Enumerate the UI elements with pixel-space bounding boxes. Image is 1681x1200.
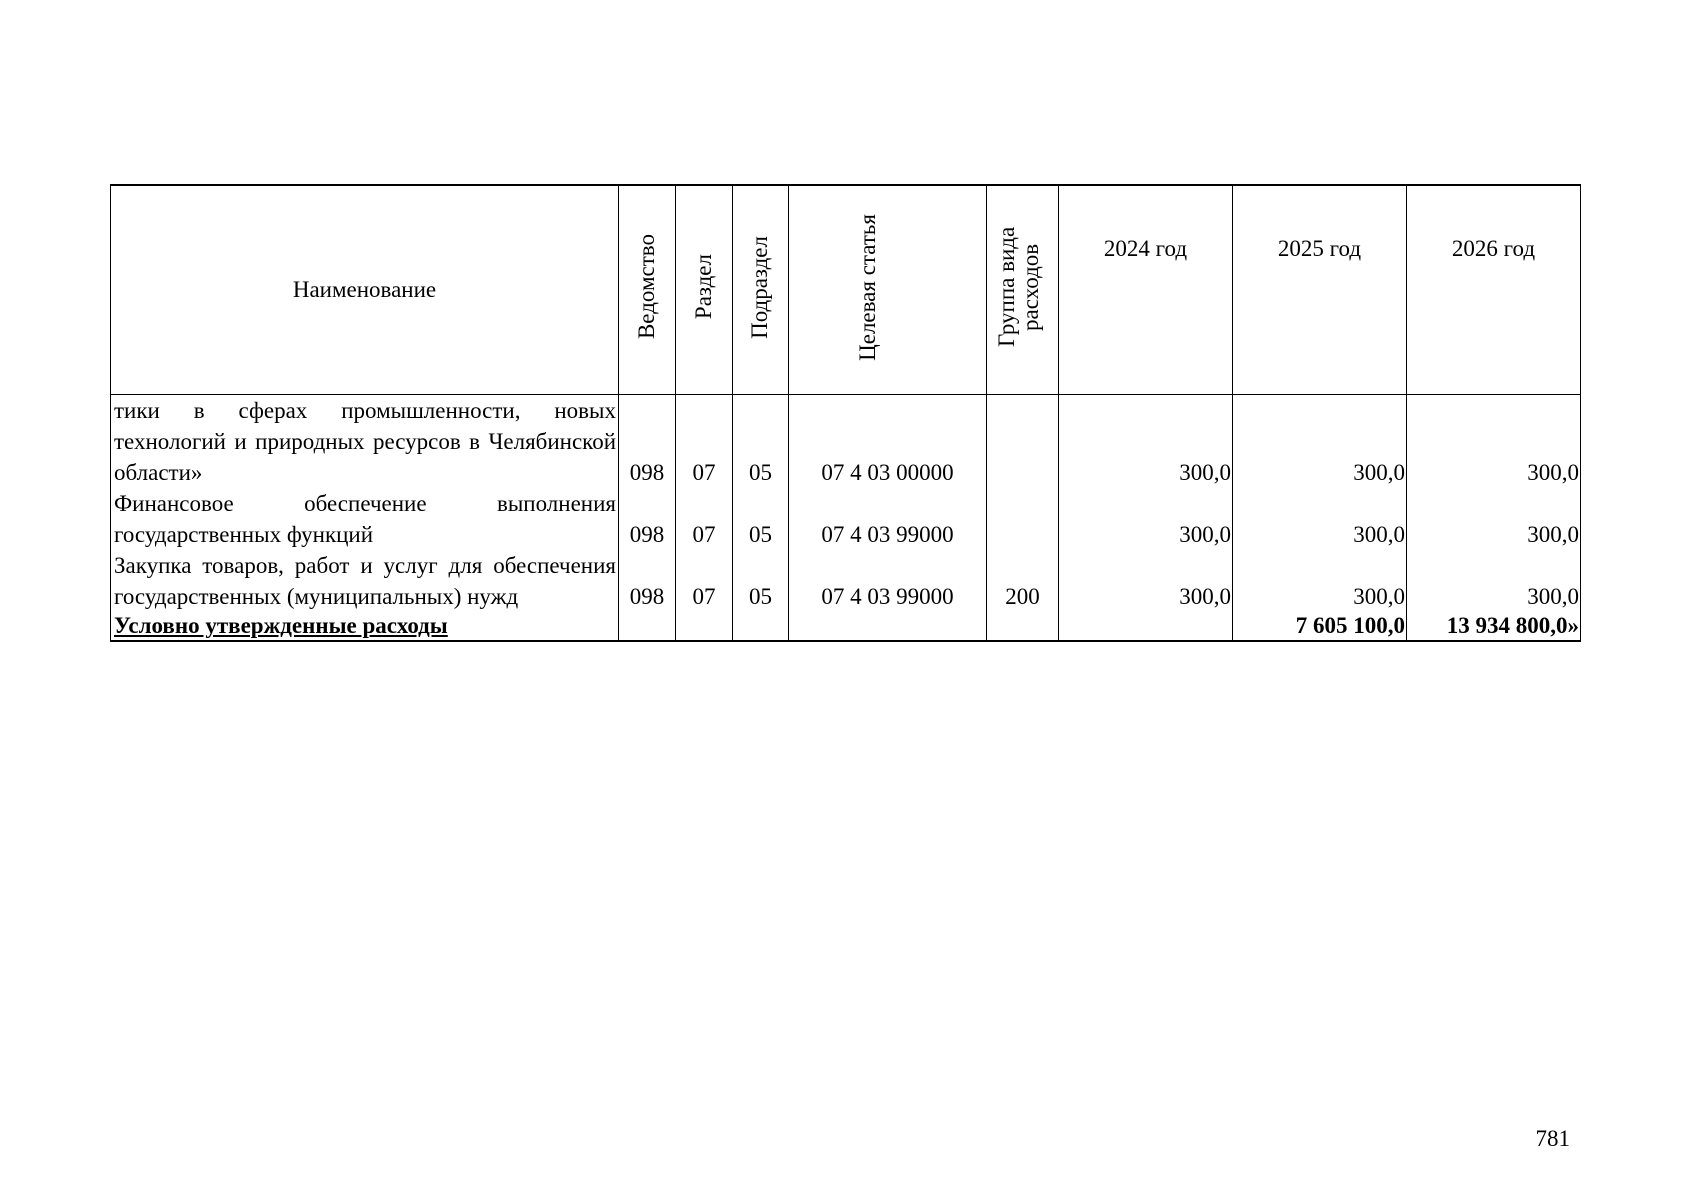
total-target-article	[789, 612, 987, 641]
header-target-article	[789, 185, 987, 395]
row-department: 098	[619, 550, 676, 612]
header-department-text: Ведомство	[633, 234, 659, 340]
row-name: тики в сферах промышленности, новых технологий и природных ресурсов в Челябинской области»	[111, 395, 619, 489]
row-subsection: 05	[733, 395, 789, 489]
row-section: 07	[676, 488, 733, 550]
header-year-2026: 2026 год	[1407, 185, 1581, 395]
total-2026: 13 934 800,0»	[1407, 612, 1581, 641]
row-2026: 300,0	[1407, 550, 1581, 612]
table-row	[111, 550, 1581, 612]
table-row	[111, 395, 1581, 489]
row-2024: 300,0	[1059, 550, 1233, 612]
header-name: Наименование	[111, 185, 619, 395]
total-section	[676, 612, 733, 641]
header-department	[619, 185, 676, 395]
row-2025: 300,0	[1233, 395, 1407, 489]
header-section-text: Раздел	[690, 254, 716, 320]
total-row	[111, 612, 1581, 641]
row-2026: 300,0	[1407, 488, 1581, 550]
row-target-article: 07 4 03 00000	[789, 395, 987, 489]
row-subsection: 05	[733, 488, 789, 550]
row-section: 07	[676, 550, 733, 612]
row-2026: 300,0	[1407, 395, 1581, 489]
row-name: Закупка товаров, работ и услуг для обеспечения государственных (муниципальных) нужд	[111, 550, 619, 612]
row-expense-group	[987, 488, 1059, 550]
row-department: 098	[619, 395, 676, 489]
row-2025: 300,0	[1233, 550, 1407, 612]
total-2024	[1059, 612, 1233, 641]
row-expense-group: 200	[987, 550, 1059, 612]
total-2025: 7 605 100,0	[1233, 612, 1407, 641]
header-expense-group	[987, 185, 1059, 395]
page-number: 781	[1535, 1126, 1570, 1151]
total-subsection	[733, 612, 789, 641]
header-subsection	[733, 185, 789, 395]
header-year-2024: 2024 год	[1059, 185, 1233, 395]
row-section: 07	[676, 395, 733, 489]
row-name: Финансовое обеспечение выполнения государственных функций	[111, 488, 619, 550]
header-expense-group-text: Группа вида расходов	[993, 226, 1043, 348]
budget-table	[110, 184, 1581, 642]
table-row	[111, 488, 1581, 550]
header-target-article-text: Целевая статья	[854, 213, 880, 361]
total-name: Условно утвержденные расходы	[111, 612, 619, 641]
row-2024: 300,0	[1059, 395, 1233, 489]
header-section	[676, 185, 733, 395]
row-expense-group	[987, 395, 1059, 489]
total-expense-group	[987, 612, 1059, 641]
row-subsection: 05	[733, 550, 789, 612]
row-target-article: 07 4 03 99000	[789, 488, 987, 550]
row-department: 098	[619, 488, 676, 550]
row-2024: 300,0	[1059, 488, 1233, 550]
row-2025: 300,0	[1233, 488, 1407, 550]
header-subsection-text: Подраздел	[747, 235, 773, 339]
header-row	[111, 185, 1581, 395]
header-year-2025: 2025 год	[1233, 185, 1407, 395]
row-target-article: 07 4 03 99000	[789, 550, 987, 612]
total-department	[619, 612, 676, 641]
